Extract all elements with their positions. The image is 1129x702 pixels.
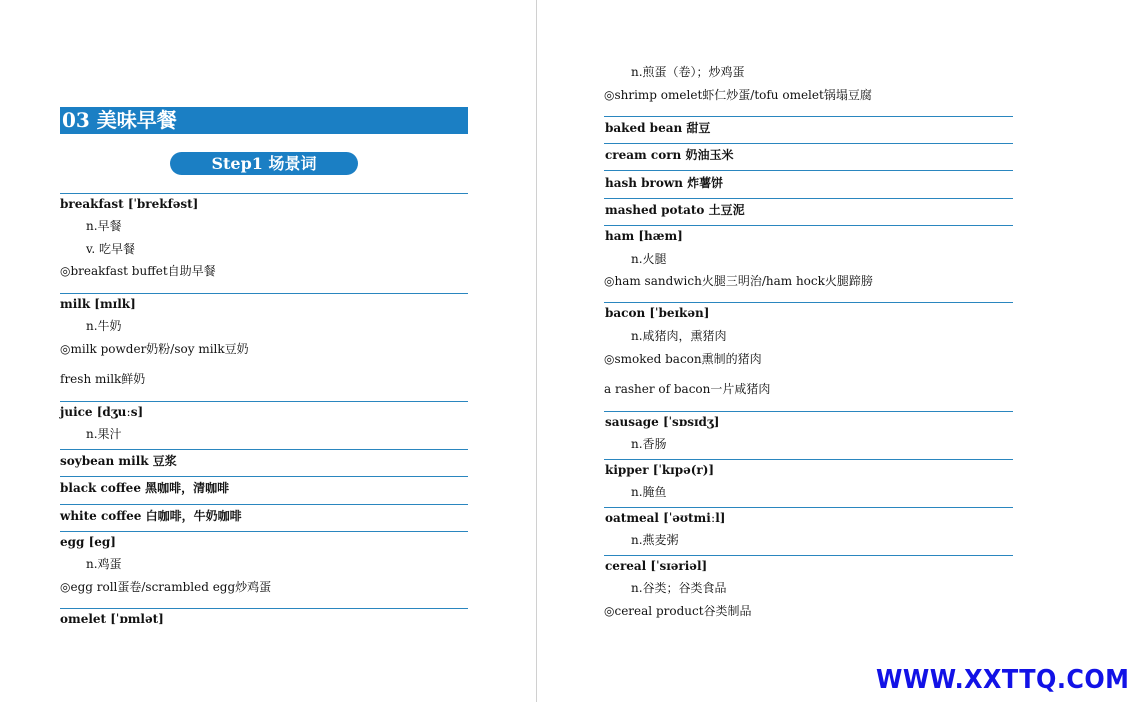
divider (60, 504, 468, 505)
headword: cream corn 奶油玉米 (605, 148, 734, 162)
definition: v. 吃早餐 (86, 242, 135, 256)
divider (60, 293, 468, 294)
headword: juice [dʒuːs] (60, 405, 144, 419)
chapter-title: 03 美味早餐 (60, 107, 468, 134)
example: ◎shrimp omelet虾仁炒蛋/tofu omelet锅塌豆腐 (604, 88, 872, 102)
divider (60, 608, 468, 609)
headword: ham [hæm] (605, 229, 683, 243)
headword: cereal [ˈsɪəriəl] (605, 559, 708, 573)
example: ◎egg roll蛋卷/scrambled egg炒鸡蛋 (60, 580, 272, 594)
example: ◎smoked bacon熏制的猪肉 (604, 352, 762, 366)
definition: n.果汁 (86, 427, 122, 441)
divider (60, 193, 468, 194)
divider (60, 401, 468, 402)
definition: n.腌鱼 (631, 485, 667, 499)
headword: egg [eg] (60, 535, 116, 549)
divider (604, 507, 1013, 508)
definition: n.牛奶 (86, 319, 122, 333)
example: ◎breakfast buffet自助早餐 (60, 264, 216, 278)
divider (604, 143, 1013, 144)
example: ◎cereal product谷类制品 (604, 604, 752, 618)
headword: milk [mɪlk] (60, 297, 136, 311)
divider (604, 411, 1013, 412)
headword: sausage [ˈsɒsɪdʒ] (605, 415, 720, 429)
divider (604, 302, 1013, 303)
divider (604, 116, 1013, 117)
divider (604, 555, 1013, 556)
watermark: WWW.XXTTQ.COM (876, 665, 1129, 695)
definition: n.鸡蛋 (86, 557, 122, 571)
headword: soybean milk 豆浆 (60, 454, 177, 468)
divider (60, 449, 468, 450)
headword: white coffee 白咖啡，牛奶咖啡 (60, 509, 242, 523)
definition: n.燕麦粥 (631, 533, 679, 547)
headword: omelet [ˈɒmlət] (60, 612, 164, 626)
headword: oatmeal [ˈəʊtmiːl] (605, 511, 726, 525)
headword: bacon [ˈbeɪkən] (605, 306, 710, 320)
example: a rasher of bacon一片咸猪肉 (604, 382, 771, 396)
headword: breakfast [ˈbrekfəst] (60, 197, 199, 211)
definition: n.谷类；谷类食品 (631, 581, 727, 595)
definition: n.香肠 (631, 437, 667, 451)
divider (604, 459, 1013, 460)
step-title: Step1 场景词 (170, 152, 358, 175)
divider (60, 476, 468, 477)
definition: n.火腿 (631, 252, 667, 266)
example: ◎milk powder奶粉/soy milk豆奶 (60, 342, 249, 356)
example: ◎ham sandwich火腿三明治/ham hock火腿蹄膀 (604, 274, 873, 288)
definition: n.早餐 (86, 219, 122, 233)
headword: hash brown 炸薯饼 (605, 176, 724, 190)
left-page (0, 0, 536, 702)
headword: baked bean 甜豆 (605, 121, 711, 135)
definition: n.咸猪肉，熏猪肉 (631, 329, 727, 343)
right-page (537, 0, 1073, 702)
divider (60, 531, 468, 532)
definition: n.煎蛋（卷）；炒鸡蛋 (631, 65, 745, 79)
headword: black coffee 黑咖啡，清咖啡 (60, 481, 230, 495)
example: fresh milk鲜奶 (60, 372, 146, 386)
divider (604, 198, 1013, 199)
divider (604, 170, 1013, 171)
headword: kipper [ˈkɪpə(r)] (605, 463, 715, 477)
divider (604, 225, 1013, 226)
headword: mashed potato 土豆泥 (605, 203, 745, 217)
